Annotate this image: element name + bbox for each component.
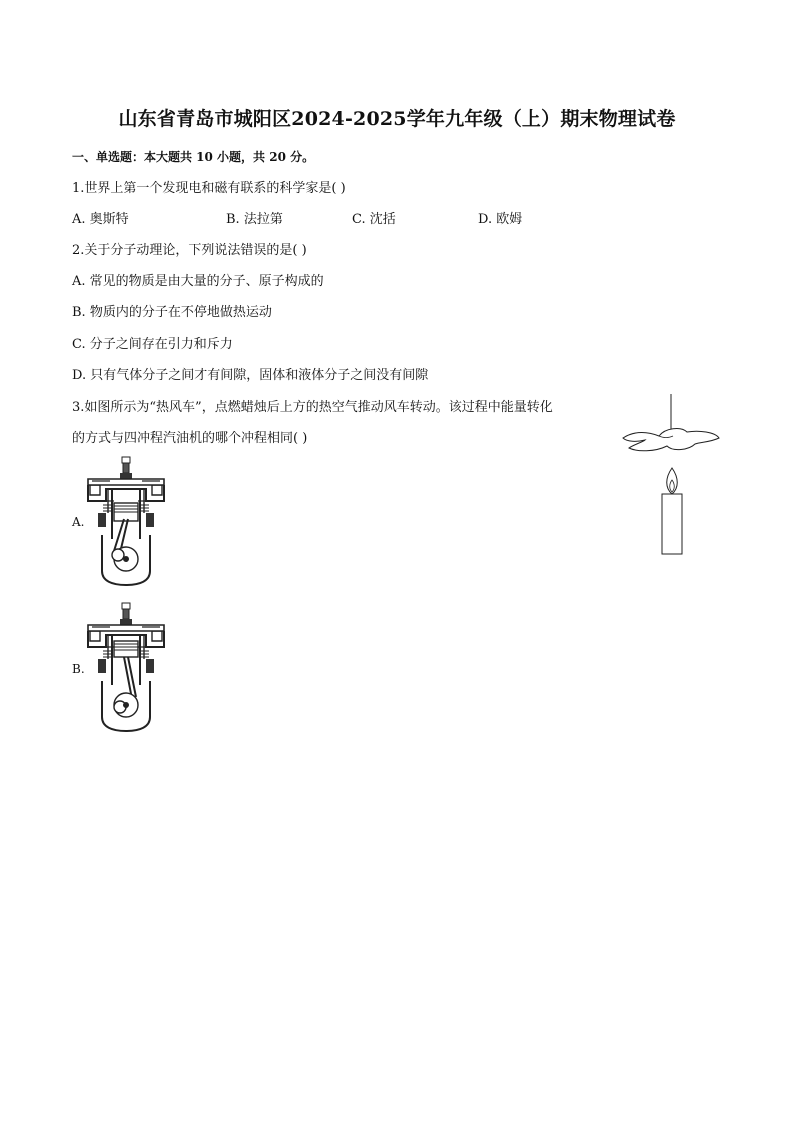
question-1-option-c: C. 沈括 bbox=[352, 212, 396, 227]
exam-title: 山东省青岛市城阳区2024-2025学年九年级（上）期末物理试卷 bbox=[118, 108, 676, 130]
question-3-option-a-label: A. bbox=[72, 515, 85, 529]
question-1-option-b: B. 法拉第 bbox=[226, 212, 283, 227]
question-2-option-c: C. 分子之间存在引力和斥力 bbox=[72, 337, 233, 352]
engine-diagram-b bbox=[86, 601, 172, 733]
engine-diagram-a bbox=[86, 455, 172, 587]
question-1-option-d: D. 欧姆 bbox=[478, 212, 523, 227]
question-3-stem-line-1: 3.如图所示为“热风车”，点燃蜡烛后上方的热空气推动风车转动。该过程中能量转化 bbox=[72, 400, 553, 415]
question-2-option-d: D. 只有气体分子之间才有间隙，固体和液体分子之间没有间隙 bbox=[72, 368, 429, 383]
question-3-stem-line-2: 的方式与四冲程汽油机的哪个冲程相同( ) bbox=[72, 431, 308, 446]
question-3-option-b-label: B. bbox=[72, 662, 85, 676]
hot-air-windmill-figure bbox=[615, 392, 725, 557]
section-heading: 一、单选题：本大题共 10 小题，共 20 分。 bbox=[72, 150, 315, 164]
question-2-option-b: B. 物质内的分子在不停地做热运动 bbox=[72, 305, 272, 320]
question-1-stem: 1.世界上第一个发现电和磁有联系的科学家是( ) bbox=[72, 181, 346, 196]
question-2-option-a: A. 常见的物质是由大量的分子、原子构成的 bbox=[72, 274, 324, 289]
question-2-stem: 2.关于分子动理论，下列说法错误的是( ) bbox=[72, 243, 307, 258]
question-1-option-a: A. 奥斯特 bbox=[72, 212, 129, 227]
